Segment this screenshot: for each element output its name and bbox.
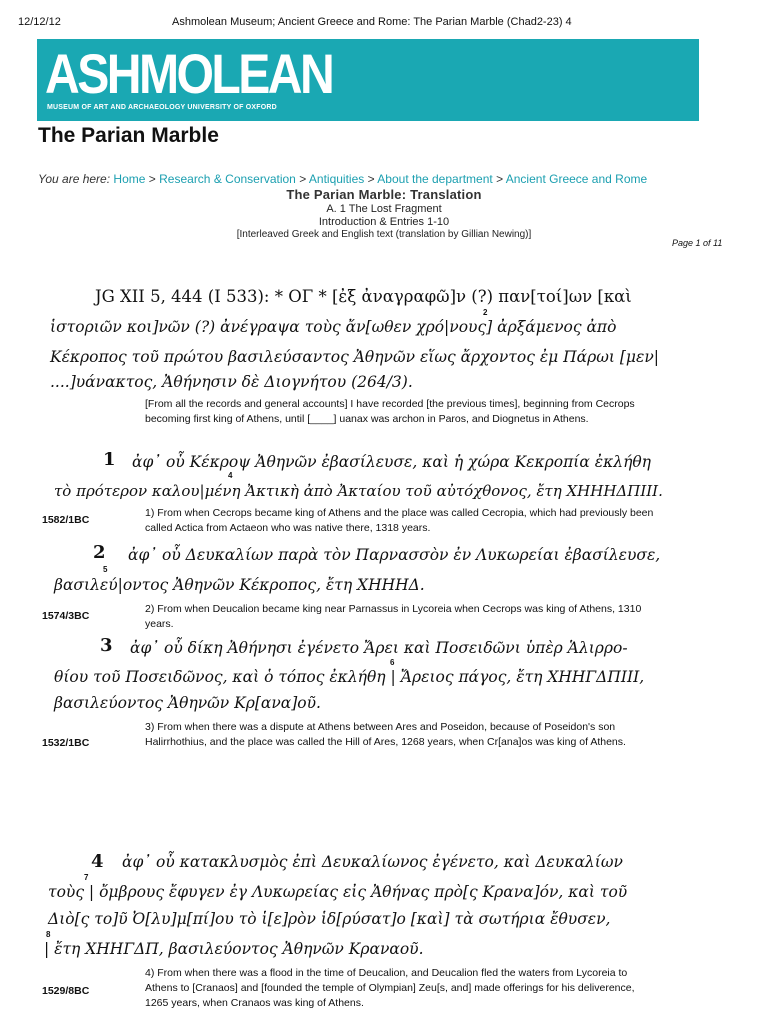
entry-number: 4 — [91, 851, 104, 872]
breadcrumb-home[interactable]: Home — [113, 172, 146, 186]
intro-greek-line: Κέκροπος τοῦ πρώτου βασιλεύσαντος Ἀθηνῶν εἵως ἄρχοντος ἐμ Πάρωι [μεν| — [50, 348, 659, 366]
entry-greek-line: βασιλεύοντος Ἀθηνῶν Κρ[ανα]οῦ. — [54, 694, 321, 712]
entry-greek-line: ἀφ᾽ οὗ Δευκαλίων παρὰ τὸν Παρνασσὸν ἐν Λυκωρείαι ἐβασίλευσε, — [128, 546, 661, 564]
line-mark: 2 — [483, 308, 488, 317]
breadcrumb-antiquities[interactable]: Antiquities — [308, 172, 365, 186]
logo-subtitle: MUSEUM OF ART AND ARCHAEOLOGY UNIVERSITY OF OXFORD — [47, 104, 277, 111]
entry-translation: 3) From when there was a dispute at Athens between Ares and Poseidon, because of Poseidon's son Halirrhothius, and the place was called the Hill of Ares, 1268 years, when Cr[ana]os was king of Athens. — [145, 721, 626, 748]
intro-greek-line: ....]υάνακτος, Ἀθήνησιν δὲ Διογνήτου (264/3). — [50, 373, 413, 391]
entry-greek-line: Διὸ[ς το]ῦ Ὀ[λυ]μ[πί]ου τὸ ἱ[ε]ρὸν ἱδ[ρύσατ]ο [καὶ] τὰ σωτήρια ἔθυσεν, — [48, 910, 611, 928]
ashmolean-banner[interactable] — [37, 39, 699, 121]
page-title: The Parian Marble — [38, 124, 219, 147]
breadcrumb-separator: > — [148, 172, 156, 186]
breadcrumb-ancient-greece-rome[interactable]: Ancient Greece and Rome — [505, 172, 648, 186]
intro-translation: [From all the records and general accounts] I have recorded [the previous times], beginning from Cecrops becoming first king of Athens, until [____] uanax was archon in Paros, and Diognetus in Athens. — [145, 398, 635, 425]
entry-translation: 4) From when there was a flood in the time of Deucalion, and Deucalion fled the waters from Lycoreia to Athens to [Cranaos] and [founded the temple of Olympian] Zeu[s, and] made offerings for his deliverence, 1265 years, when Cranaos was king of Athens. — [145, 967, 635, 1009]
entry-greek-line: ἀφ᾽ οὗ Κέκροψ Ἀθηνῶν ἐβασίλευσε, καὶ ἡ χώρα Κεκροπία ἐκλήθη — [132, 453, 651, 471]
breadcrumb-separator: > — [496, 172, 504, 186]
entry-number: 1 — [103, 449, 116, 470]
print-date: 12/12/12 — [18, 16, 61, 28]
breadcrumb-separator: > — [367, 172, 375, 186]
document-note: [Interleaved Greek and English text (translation by Gillian Newing)] — [236, 229, 532, 240]
intro-greek-line: ἱστοριῶν κοι]νῶν (?) ἀνέγραψα τοὺς ἄν[ωθεν χρό|νους] ἀρξάμενος ἀπὸ — [50, 318, 617, 336]
line-mark: 8 — [46, 930, 51, 939]
line-mark: 6 — [390, 658, 395, 667]
line-mark: 7 — [84, 873, 89, 882]
breadcrumb — [38, 172, 647, 186]
breadcrumb-research-conservation[interactable]: Research & Conservation — [159, 172, 296, 186]
breadcrumb-about-department[interactable]: About the department — [377, 172, 493, 186]
ashmolean-logo[interactable]: ASHMOLEAN — [45, 42, 333, 105]
document-title: The Parian Marble: Translation — [286, 187, 482, 202]
entry-greek-line: θίου τοῦ Ποσειδῶνος, καὶ ὁ τόπος ἐκλήθη | Ἄρειος πάγος, ἔτη ΧΗΗΓΔΠΙΙΙ, — [54, 668, 645, 686]
entry-greek-line: ἀφ᾽ οὗ κατακλυσμὸς ἐπὶ Δευκαλίωνος ἐγένετο, καὶ Δευκαλίων — [122, 853, 623, 871]
entry-date: 1574/3BC — [42, 610, 90, 622]
breadcrumb-separator: > — [299, 172, 307, 186]
entry-greek-line: | ἔτη ΧΗΗΓΔΠ, βασιλεύοντος Ἀθηνῶν Κραναοῦ. — [44, 940, 424, 958]
entry-date: 1582/1BC — [42, 514, 90, 526]
breadcrumb-label: You are here: — [38, 172, 111, 186]
entry-date: 1532/1BC — [42, 737, 90, 749]
entry-greek-line: ἀφ᾽ οὗ δίκη Ἀθήνησι ἐγένετο Ἄρει καὶ Ποσειδῶνι ὑπὲρ Ἁλιρρο- — [130, 639, 628, 657]
entry-translation: 2) From when Deucalion became king near Parnassus in Lycoreia when Cecrops was king of Athens, 1310 years. — [145, 603, 642, 630]
intro-greek-line: JG XII 5, 444 (I 533): * ΟΓ * [ἐξ ἀναγραφῶ]ν (?) παν[τοί]ων [καὶ — [95, 287, 632, 306]
entry-translation: 1) From when Cecrops became king of Athens and the place was called Cecropia, which had previously been called Actica from Actaeon who was native there, 1318 years. — [145, 507, 654, 534]
entry-date: 1529/8BC — [42, 985, 90, 997]
line-mark: 4 — [228, 471, 233, 480]
entry-greek-line: τοὺς | ὄμβρους ἔφυγεν ἐγ Λυκωρείας εἰς Ἀθήνας πρὸ[ς Κρανα]όν, καὶ τοῦ — [48, 883, 628, 901]
document-section: A. 1 The Lost Fragment — [326, 203, 442, 215]
entry-greek-line: βασιλεύ|οντος Ἀθηνῶν Κέκροπος, ἔτη ΧΗΗΗΔ. — [54, 576, 425, 594]
entry-number: 2 — [93, 542, 106, 563]
entry-number: 3 — [100, 635, 113, 656]
entry-greek-line: τὸ πρότερον καλου|μένη Ἀκτικὴ ἀπὸ Ἀκταίου τοῦ αὐτόχθονος, ἔτη ΧΗΗΗΔΠΙΙΙ. — [54, 482, 663, 500]
document-range: Introduction & Entries 1-10 — [318, 216, 450, 228]
line-mark: 5 — [103, 565, 108, 574]
window-title: Ashmolean Museum; Ancient Greece and Rome: The Parian Marble (Chad2-23) 4 — [172, 16, 572, 28]
page-number: Page 1 of 11 — [672, 238, 723, 248]
